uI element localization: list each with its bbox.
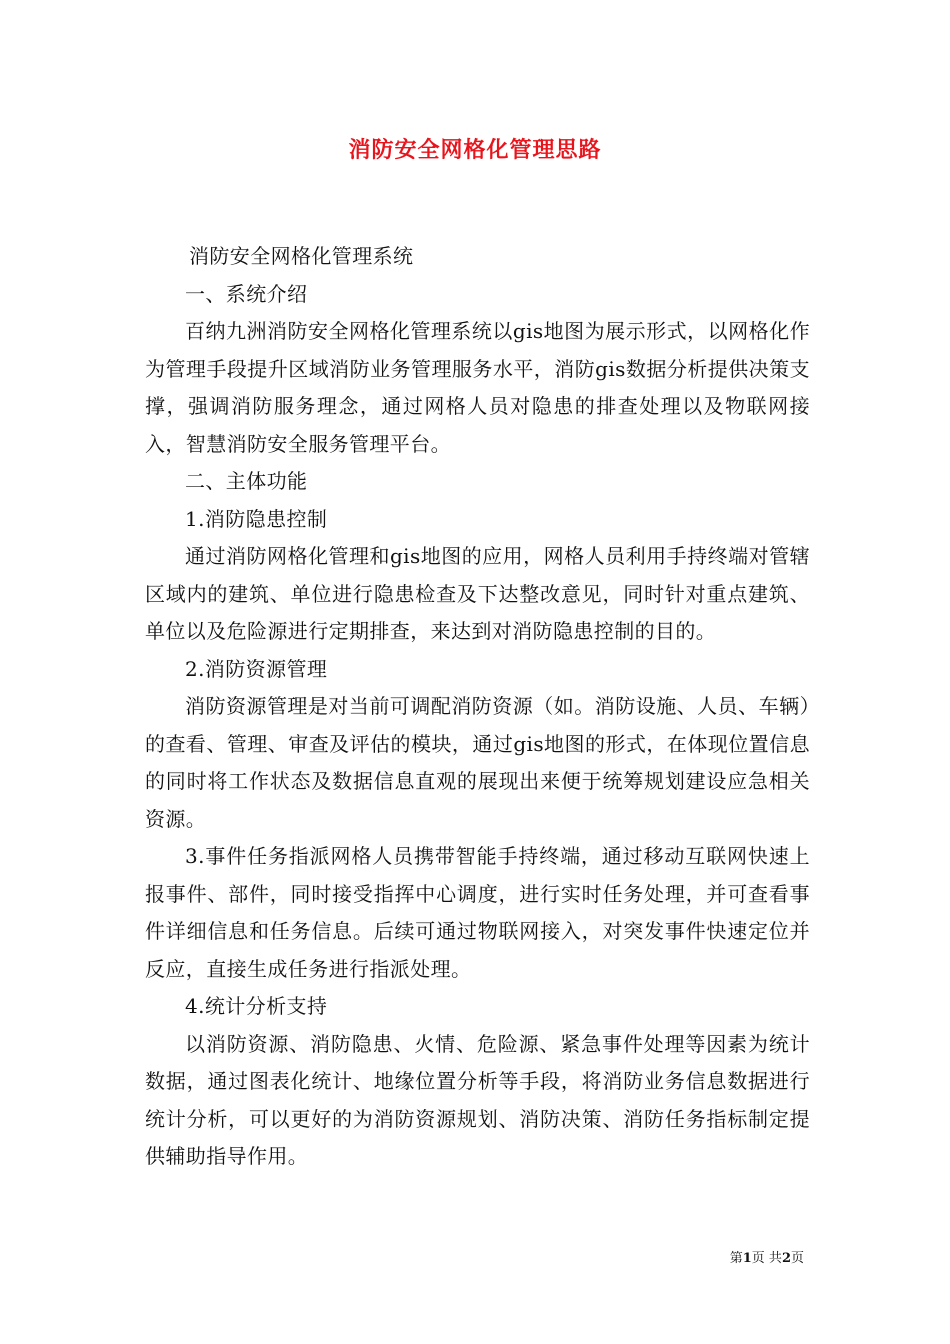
document-title: 消防安全网格化管理思路: [348, 137, 602, 163]
section-heading: 一、系统介绍: [185, 281, 308, 306]
subsection-heading: 4.统计分析支持: [185, 994, 328, 1018]
document-body: [145, 238, 810, 1176]
page-number-suffix: 页: [790, 1251, 804, 1266]
page-number-prefix: 第: [729, 1251, 743, 1266]
page-number-middle: 页 共: [751, 1251, 782, 1266]
current-page: 1: [742, 1251, 752, 1266]
paragraph: 消防资源管理是对当前可调配消防资源（如。消防设施、人员、车辆）的查看、管理、审查及评估的模块，通过gis地图的形式，在体现位置信息的同时将工作状态及数据信息直观的展现出来便于统筹规划建设应急相关资源。: [145, 694, 810, 831]
paragraph: 通过消防网格化管理和gis地图的应用，网格人员利用手持终端对管辖区域内的建筑、单位进行隐患检查及下达整改意见，同时针对重点建筑、单位以及危险源进行定期排查，来达到对消防隐患控制的目的。: [145, 544, 810, 643]
subsection-heading: 2.消防资源管理: [185, 656, 328, 681]
subsection-heading: 1.消防隐患控制: [185, 506, 328, 531]
total-pages: 2: [781, 1251, 791, 1266]
section-heading: 二、主体功能: [185, 469, 308, 493]
page-number: [730, 1247, 804, 1266]
paragraph: 以消防资源、消防隐患、火情、危险源、紧急事件处理等因素为统计数据，通过图表化统计、地缘位置分析等手段，将消防业务信息数据进行统计分析，可以更好的为消防资源规划、消防决策、消防任务指标制定提供辅助指导作用。: [145, 1031, 810, 1168]
paragraph: 百纳九洲消防安全网格化管理系统以gis地图为展示形式，以网格化作为管理手段提升区域消防业务管理服务水平，消防gis数据分析提供决策支撑，强调消防服务理念，通过网格人员对隐患的排查处理以及物联网接入，智慧消防安全服务管理平台。: [145, 319, 810, 456]
paragraph: 3.事件任务指派网格人员携带智能手持终端，通过移动互联网快速上报事件、部件，同时接受指挥中心调度，进行实时任务处理，并可查看事件详细信息和任务信息。后续可通过物联网接入，对突发事件快速定位并反应，直接生成任务进行指派处理。: [145, 844, 810, 981]
paragraph: 消防安全网格化管理系统: [189, 244, 414, 268]
